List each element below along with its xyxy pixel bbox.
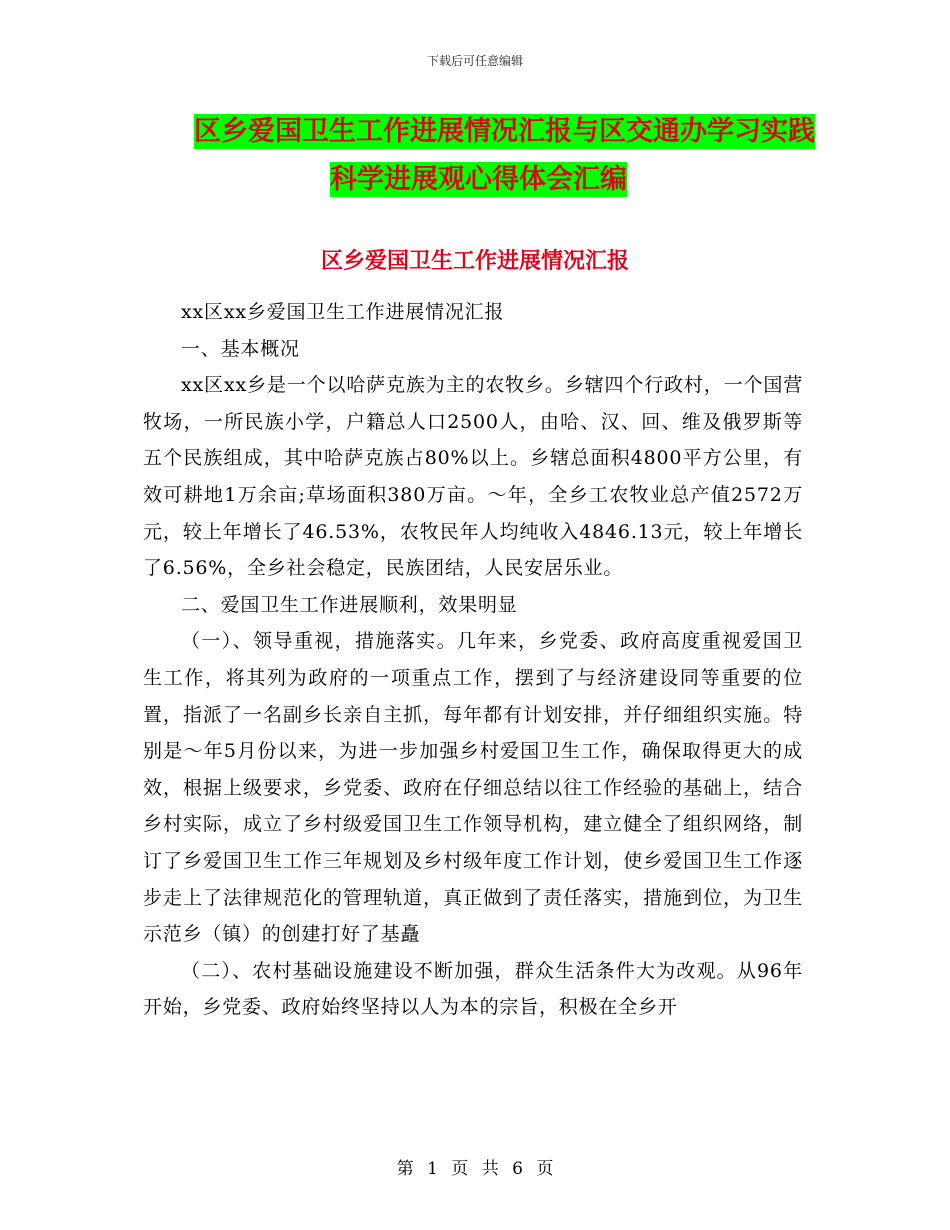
paragraph-leadership: （一）、领导重视，措施落实。几年来，乡党委、政府高度重视爱国卫生工作，将其列为政府的一项重点工作，摆到了与经济建设同等重要的位置，指派了一名副乡长亲自主抓，每年都有计划安排，并仔细组织实施。特别是～年5月份以来，为进一步加强乡村爱国卫生工作，确保取得更大的成效，根据上级要求，乡党委、政府在仔细总结以往工作经验的基础上，结合乡村实际，成立了乡村级爱国卫生工作领导机构，建立健全了组织网络，制订了乡爱国卫生工作三年规划及乡村级年度工作计划，使乡爱国卫生工作逐步走上了法律规范化的管理轨道，真正做到了责任落实，措施到位，为卫生示范乡（镇）的创建打好了基矗 <box>143 630 803 946</box>
section-title: 区乡爱国卫生工作进展情况汇报 <box>320 249 629 274</box>
title-line-2: 科学进展观心得体会汇编 <box>330 164 627 195</box>
paragraph-overview: xx区xx乡是一个以哈萨克族为主的农牧乡。乡辖四个行政村，一个国营牧场，一所民族小学，户籍总人口2500人，由哈、汉、回、维及俄罗斯等五个民族组成，其中哈萨克族占80%以上。乡辖总面积4800平方公里，有效可耕地1万余亩;草场面积380万亩。～年，全乡工农牧业总产值2572万元，较上年增长了46.53%，农牧民年人均纯收入4846.13元，较上年增长了6.56%，全乡社会稳定，民族团结，人民安居乐业。 <box>143 374 803 580</box>
paragraph-infrastructure: （二）、农村基础设施建设不断加强，群众生活条件大为改观。从96年开始，乡党委、政府始终坚持以人为本的宗旨，积极在全乡开 <box>143 959 803 1019</box>
report-heading: xx区xx乡爱国卫生工作进展情况汇报 <box>181 301 505 323</box>
title-line-1: 区乡爱国卫生工作进展情况汇报与区交通办学习实践 <box>194 116 815 147</box>
document-body <box>143 294 803 1026</box>
section-heading-2: 二、爱国卫生工作进展顺利，效果明显 <box>181 593 518 616</box>
document-title <box>150 108 830 204</box>
section-heading-1: 一、基本概况 <box>181 337 300 360</box>
page-footer: 第 1 页 共 6 页 <box>396 1159 554 1179</box>
header-note: 下载后可任意编辑 <box>426 54 523 68</box>
